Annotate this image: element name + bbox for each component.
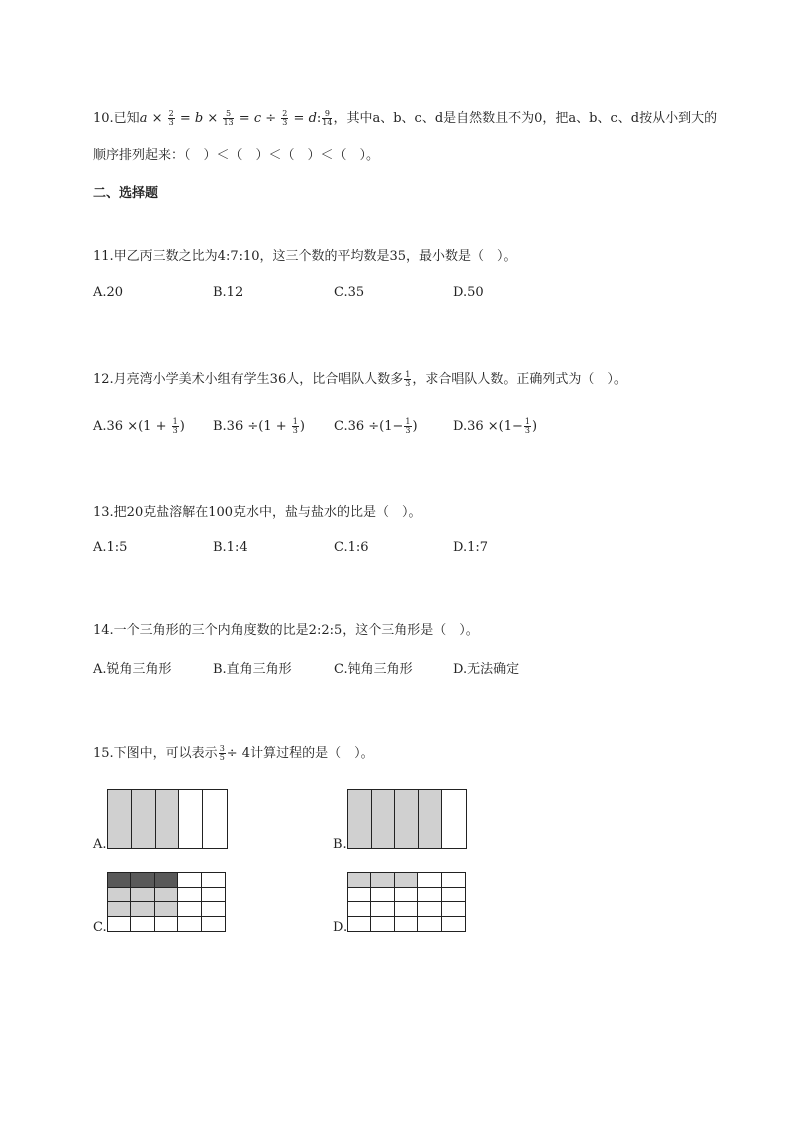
q12-option-d[interactable]: D.36 ×(1− $\frac{1}{3}$ ) <box>453 417 538 435</box>
q12-stem-frac: $\frac{1}{3}$ <box>405 370 411 388</box>
q12-stem: 12.月亮湾小学美术小组有学生36人，比合唱队人数多 $\frac{1}{3}$ ，求合唱队人数。正确列式为（ ）。 <box>93 370 627 388</box>
q11-option-c[interactable]: C.35 <box>334 285 365 300</box>
q10-line1: 10.已知a × $\frac{2}{3}$ = b × $\frac{5}{13}$ = c ÷ $\frac{2}{3}$ = d: $\frac{9}{14}$ ，其中a、b、c、d是自然数且不为0，把a、b、c、d按从小到大的 <box>93 109 718 127</box>
q14-option-a[interactable]: A.锐角三角形 <box>93 662 172 677</box>
q12-option-c[interactable]: C.36 ÷(1− $\frac{1}{3}$ ) <box>334 417 418 435</box>
q11-option-d[interactable]: D.50 <box>453 285 484 300</box>
q13-option-b[interactable]: B.1:4 <box>213 540 248 555</box>
q14-option-d[interactable]: D.无法确定 <box>453 662 520 677</box>
q15-stem-frac: $\frac{3}{5}$ <box>219 744 225 762</box>
q15-option-b-label[interactable]: B. <box>333 837 347 852</box>
q11-option-a[interactable]: A.20 <box>93 285 124 300</box>
q13-stem: 13.把20克盐溶解在100克水中，盐与盐水的比是（ ）。 <box>93 505 422 520</box>
q13-option-a[interactable]: A.1:5 <box>93 540 128 555</box>
q11-option-b[interactable]: B.12 <box>213 285 244 300</box>
q15-option-d-label[interactable]: D. <box>333 920 348 935</box>
q10-frac-1: $\frac{2}{3}$ <box>168 109 174 127</box>
q12-option-d-frac: $\frac{1}{3}$ <box>524 417 530 435</box>
q12-option-a-frac: $\frac{1}{3}$ <box>172 417 178 435</box>
q15-figure-b[interactable] <box>347 789 467 849</box>
section-title: 二、选择题 <box>93 186 159 201</box>
q10-frac-3: $\frac{2}{3}$ <box>282 109 288 127</box>
q14-option-b[interactable]: B.直角三角形 <box>213 662 292 677</box>
q12-option-a[interactable]: A.36 ×(1 + $\frac{1}{3}$ ) <box>93 417 185 435</box>
q12-option-b-frac: $\frac{1}{3}$ <box>292 417 298 435</box>
q15-option-a-label[interactable]: A. <box>93 837 107 852</box>
q14-stem: 14.一个三角形的三个内角度数的比是2:2:5，这个三角形是（ ）。 <box>93 623 479 638</box>
q12-option-c-frac: $\frac{1}{3}$ <box>405 417 411 435</box>
q10-frac-4: $\frac{9}{14}$ <box>322 109 333 127</box>
q13-option-c[interactable]: C.1:6 <box>334 540 369 555</box>
q15-option-c-label[interactable]: C. <box>93 920 107 935</box>
q15-figure-c[interactable] <box>107 872 226 932</box>
q12-option-b[interactable]: B.36 ÷(1 + $\frac{1}{3}$ ) <box>213 417 305 435</box>
q15-figure-a[interactable] <box>107 789 228 849</box>
q15-stem: 15.下图中，可以表示 $\frac{3}{5}$ ÷ 4计算过程的是（ ）。 <box>93 744 374 762</box>
q10-line2: 顺序排列起来：（ ）＜（ ）＜（ ）＜（ ）。 <box>93 148 380 163</box>
q15-figure-d[interactable] <box>347 872 466 932</box>
q13-option-d[interactable]: D.1:7 <box>453 540 489 555</box>
q14-option-c[interactable]: C.钝角三角形 <box>334 662 413 677</box>
q11-stem: 11.甲乙丙三数之比为4:7:10，这三个数的平均数是35，最小数是（ ）。 <box>93 249 517 264</box>
q10-frac-2: $\frac{5}{13}$ <box>223 109 234 127</box>
